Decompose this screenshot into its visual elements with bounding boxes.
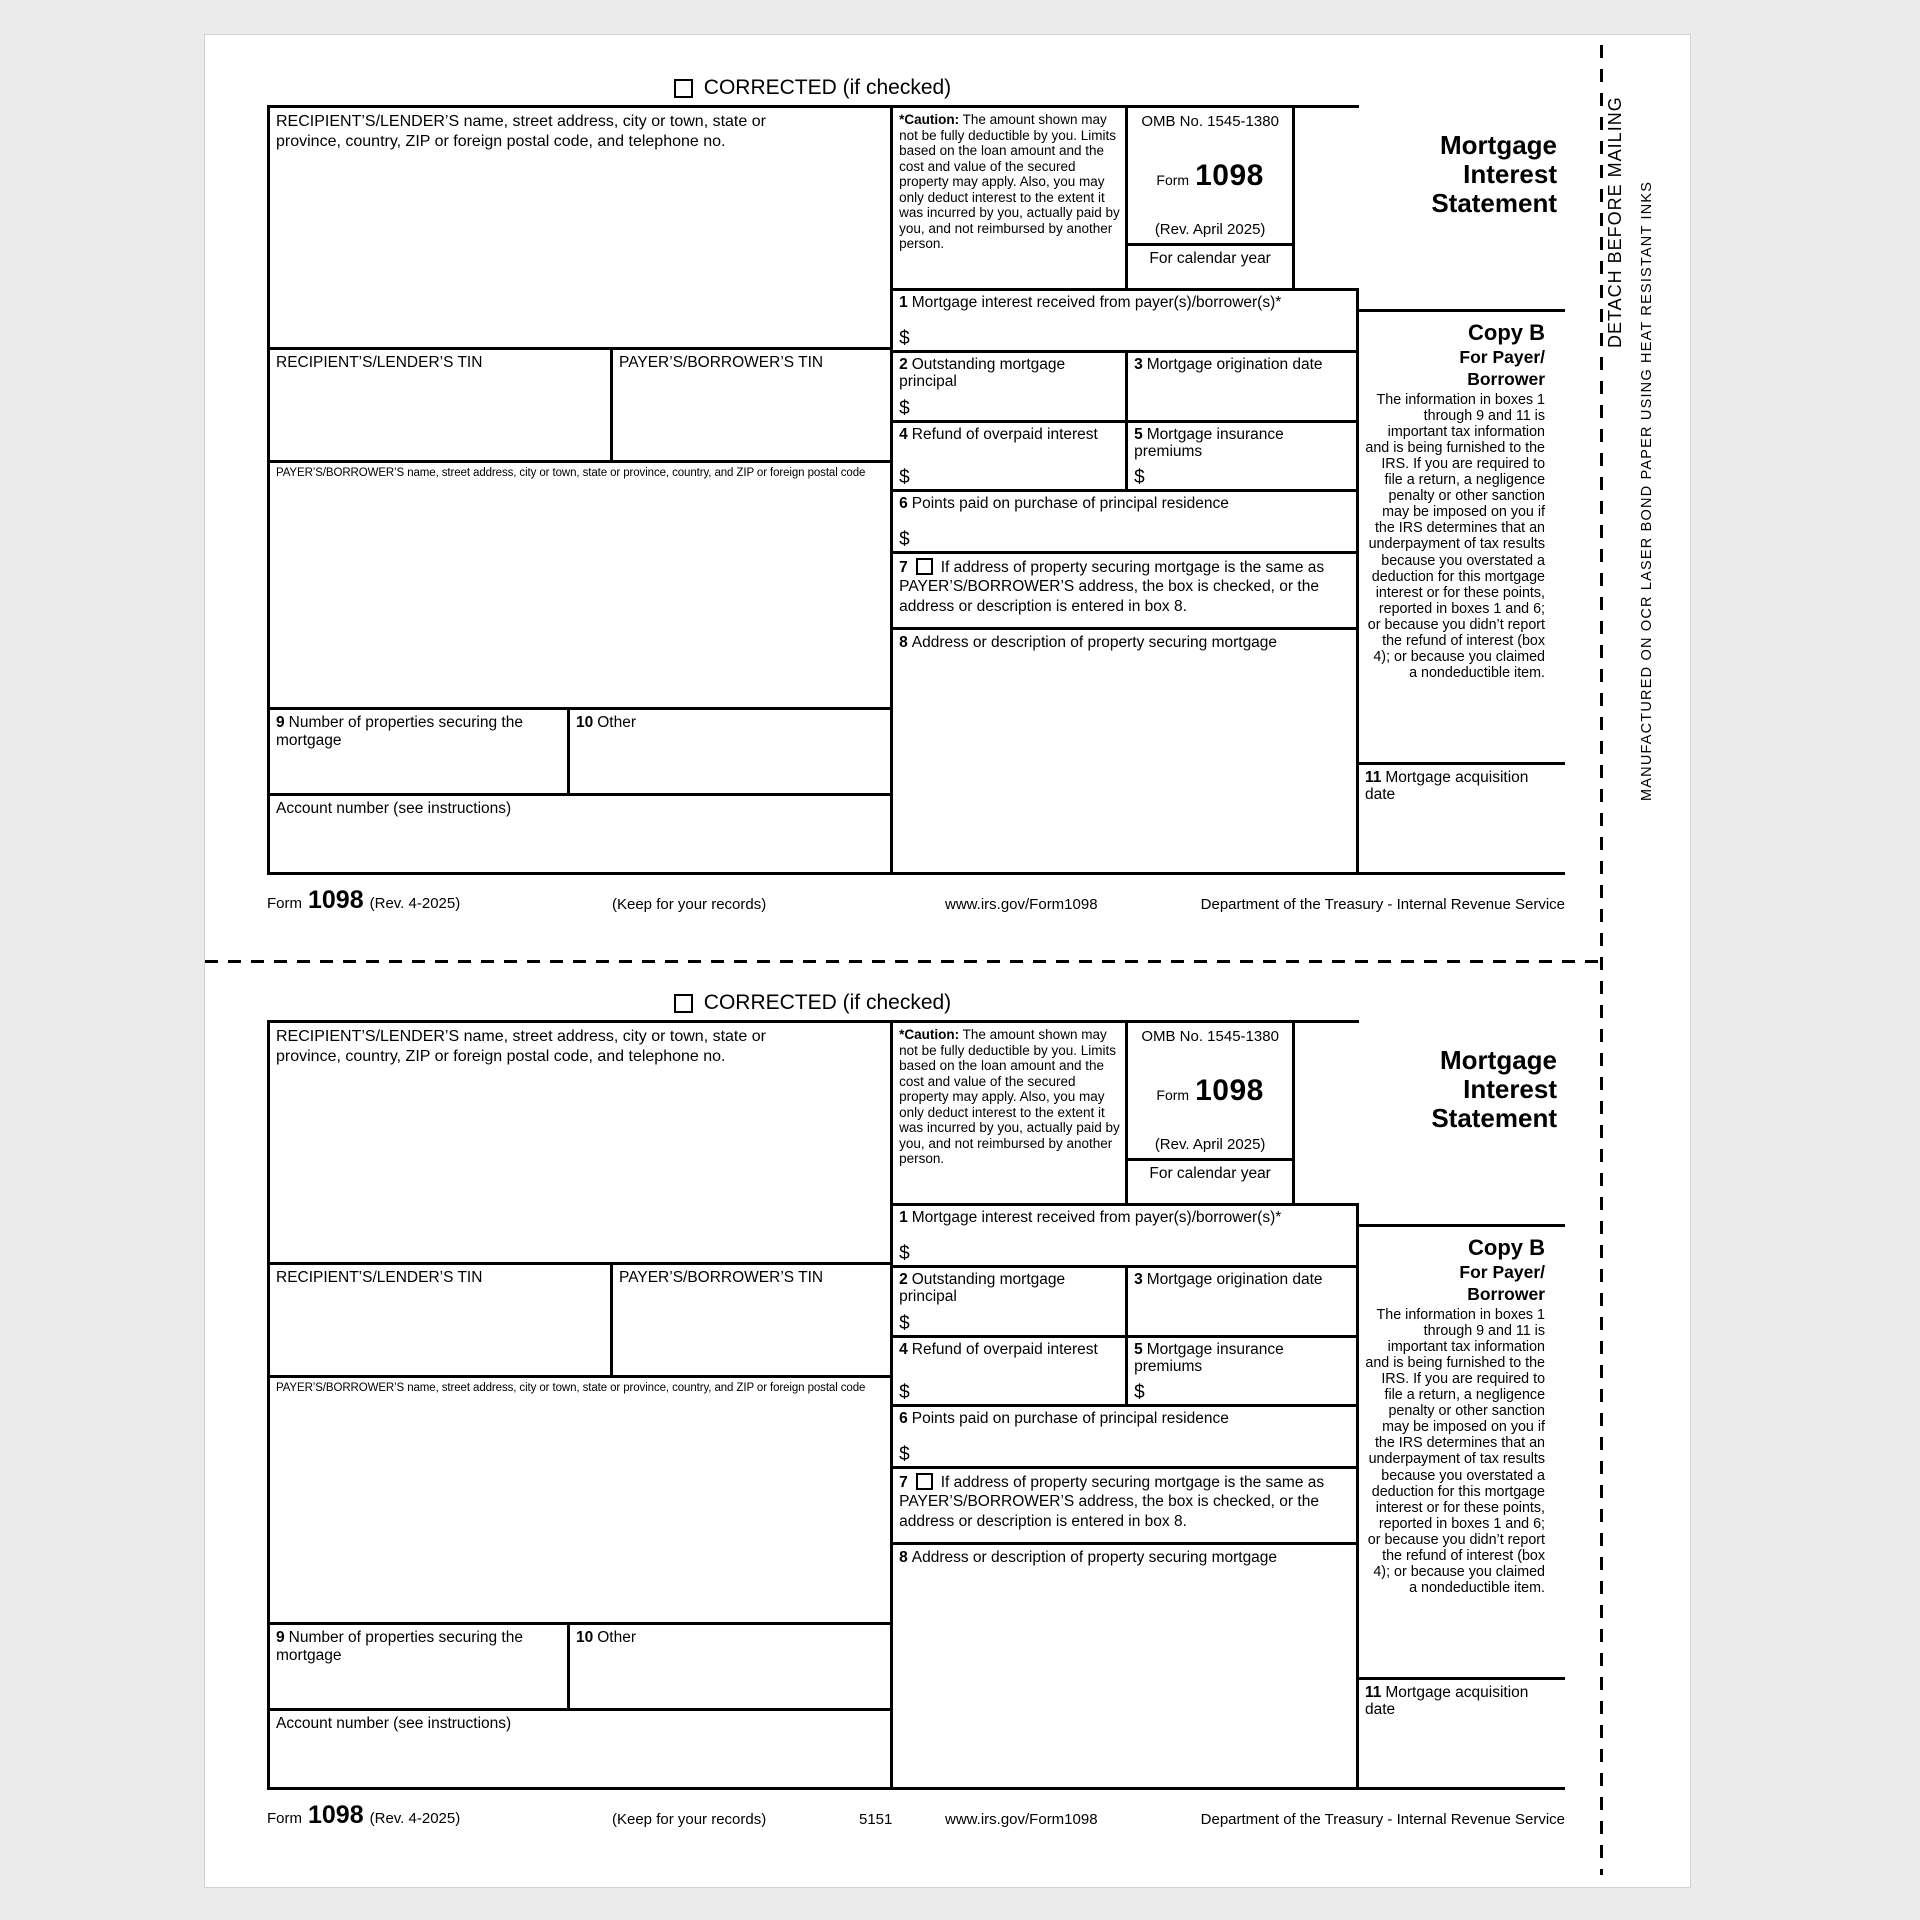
form-word: Form <box>1156 1086 1190 1103</box>
footer-revision: (Rev. 4-2025) <box>369 1810 461 1827</box>
box7-label: If address of property securing mortgage is the same as PAYER’S/BORROWER’S address, the box is checked, or the address or description is entered in box 8. <box>899 558 1325 615</box>
footer-form-signature <box>267 886 460 915</box>
tin-row <box>270 1265 890 1378</box>
box6-points-paid-field[interactable] <box>893 489 1359 551</box>
box3-origination-date-field[interactable] <box>1128 353 1356 420</box>
copy-b-zone <box>1359 1224 1565 1676</box>
footer-department: Department of the Treasury - Internal Revenue Service <box>1200 1811 1565 1828</box>
right-column <box>1359 1020 1565 1790</box>
recipient-lender-name-field[interactable] <box>270 1020 890 1265</box>
right-column <box>1359 105 1565 875</box>
copy-b-for-line2: Borrower <box>1467 1284 1546 1304</box>
payer-borrower-name-label: PAYER’S/BORROWER’S name, street address, city or town, state or province, country, and ZIP or foreign postal code <box>276 467 866 480</box>
copy-b-title: Copy B <box>1468 1235 1546 1261</box>
calendar-year-label: For calendar year <box>1149 1165 1271 1182</box>
box5-label: 5 Mortgage insurance premiums <box>1134 1341 1284 1376</box>
box9-label: 9 Number of properties securing the mortgage <box>276 1629 523 1664</box>
footer-irs-url[interactable]: www.irs.gov/Form1098 <box>945 896 1098 913</box>
form-number-line <box>1156 159 1263 193</box>
corrected-header <box>267 990 1358 1016</box>
page <box>205 35 1690 1887</box>
dollar-sign: $ <box>899 398 910 420</box>
form-title-zone <box>1359 105 1565 309</box>
footer-form-number: 1098 <box>308 886 364 914</box>
box10-label: 10 Other <box>576 1629 637 1647</box>
box4-label: 4 Refund of overpaid interest <box>899 426 1098 444</box>
footer-form-number: 1098 <box>308 1801 364 1829</box>
caution-body: The amount shown may not be fully deductible by you. Limits based on the loan amount and the cost and value of the secured property may apply. Also, you may only deduct interest to the extent it was incurred by you, actually paid by you, and not reimbursed by another person. <box>899 1027 1120 1166</box>
form-1098-copy-b <box>267 991 1565 1829</box>
box4-box5-row <box>893 1335 1359 1404</box>
corrected-label: CORRECTED (if checked) <box>703 76 952 99</box>
corrected-label: CORRECTED (if checked) <box>703 991 952 1014</box>
form-word: Form <box>1156 171 1190 188</box>
form-grid <box>267 105 1565 875</box>
footer-form-word: Form <box>267 895 302 912</box>
box4-label: 4 Refund of overpaid interest <box>899 1341 1098 1359</box>
corrected-checkbox[interactable] <box>674 79 693 98</box>
corrected-checkbox[interactable] <box>674 994 693 1013</box>
box6-label: 6 Points paid on purchase of principal residence <box>899 1409 1229 1427</box>
box1-label: 1 Mortgage interest received from payer(s)/borrower(s)* <box>899 294 1282 312</box>
form-title-zone <box>1359 1020 1565 1224</box>
box8-label: 8 Address or description of property securing mortgage <box>899 634 1278 652</box>
box11-acquisition-date-field[interactable] <box>1359 1677 1565 1790</box>
copy-b-zone <box>1359 309 1565 761</box>
caution-omb-row <box>893 105 1359 288</box>
caution-lead: *Caution: <box>899 1027 960 1042</box>
form-number: 1098 <box>1195 158 1264 192</box>
recipient-lender-tin-label: RECIPIENT’S/LENDER’S TIN <box>276 1269 483 1287</box>
payer-borrower-tin-field[interactable] <box>613 1265 890 1375</box>
dollar-sign: $ <box>899 528 910 550</box>
box2-outstanding-principal-field[interactable] <box>893 1268 1128 1335</box>
caution-omb-row <box>893 1020 1359 1203</box>
box7-same-address-row <box>893 551 1359 628</box>
tin-row <box>270 350 890 463</box>
box4-box5-row <box>893 420 1359 489</box>
box2-label: 2 Outstanding mortgage principal <box>899 355 1066 391</box>
box7-same-address-row <box>893 1466 1359 1543</box>
footer-irs-url[interactable]: www.irs.gov/Form1098 <box>945 1811 1098 1828</box>
caution-note <box>893 108 1128 288</box>
box3-label: 3 Mortgage origination date <box>1134 355 1323 373</box>
box10-label: 10 Other <box>576 714 637 732</box>
copy-b-notice: The information in boxes 1 through 9 and 11 is important tax information and is being furnished to the IRS. If you are required to file a return, a negligence penalty or other sanction may be imposed on you if the IRS determines that an underpayment of tax results because you overstated a deduction for this mortgage interest or for these points, reported in boxes 1 and 6; or because you didn’t report the refund of interest (box 4); or because you claimed a nondeductible item. <box>1365 391 1546 682</box>
calendar-year-field[interactable] <box>1128 246 1292 288</box>
recipient-lender-tin-label: RECIPIENT’S/LENDER’S TIN <box>276 354 483 372</box>
left-column <box>267 1020 890 1790</box>
omb-box <box>1128 108 1292 246</box>
dollar-sign: $ <box>899 1242 910 1264</box>
box10-other-field[interactable] <box>570 1625 890 1707</box>
box3-label: 3 Mortgage origination date <box>1134 1270 1323 1288</box>
box7-checkbox[interactable] <box>916 558 933 575</box>
account-number-label: Account number (see instructions) <box>276 1714 512 1732</box>
box8-property-address-field[interactable] <box>893 1542 1359 1790</box>
form-title: Mortgage Interest Statement <box>1431 130 1558 219</box>
box11-acquisition-date-field[interactable] <box>1359 762 1565 875</box>
payer-borrower-name-field[interactable] <box>270 463 890 710</box>
middle-column <box>890 105 1359 875</box>
form-title: Mortgage Interest Statement <box>1431 1045 1558 1134</box>
payer-borrower-tin-label: PAYER’S/BORROWER’S TIN <box>619 1269 824 1287</box>
box2-outstanding-principal-field[interactable] <box>893 353 1128 420</box>
box7-checkbox[interactable] <box>916 1473 933 1490</box>
box5-label: 5 Mortgage insurance premiums <box>1134 426 1284 461</box>
detach-before-mailing-note: DETACH BEFORE MAILING <box>1605 96 1625 348</box>
box11-label: 11 Mortgage acquisition date <box>1364 768 1529 804</box>
form-footer <box>267 1802 1565 1830</box>
recipient-lender-name-field[interactable] <box>270 105 890 350</box>
caution-lead: *Caution: <box>899 112 960 127</box>
box1-mortgage-interest-field[interactable] <box>893 1203 1359 1264</box>
payer-borrower-tin-field[interactable] <box>613 350 890 460</box>
copy-b-for-line2: Borrower <box>1467 369 1546 389</box>
form-footer <box>267 887 1565 915</box>
box9-label: 9 Number of properties securing the mortgage <box>276 714 523 749</box>
corrected-header <box>267 75 1358 101</box>
form-grid <box>267 1020 1565 1790</box>
dollar-sign: $ <box>899 1313 910 1335</box>
omb-form-block <box>1128 1023 1295 1203</box>
form-revision: (Rev. April 2025) <box>1154 221 1266 238</box>
box3-origination-date-field[interactable] <box>1128 1268 1356 1335</box>
box1-label: 1 Mortgage interest received from payer(s)/borrower(s)* <box>899 1209 1282 1227</box>
footer-keep-note: (Keep for your records) <box>612 1811 767 1828</box>
box9-number-of-properties-field[interactable] <box>270 710 570 792</box>
footer-form-signature <box>267 1801 460 1830</box>
box4-refund-field[interactable] <box>893 1338 1128 1404</box>
footer-revision: (Rev. 4-2025) <box>369 895 461 912</box>
caution-note <box>893 1023 1128 1203</box>
footer-print-code: 5151 <box>859 1811 893 1828</box>
box2-box3-row <box>893 1265 1359 1335</box>
recipient-lender-name-label: RECIPIENT’S/LENDER’S name, street address, city or town, state or province, country, ZIP or foreign postal code, and telephone no. <box>276 1028 766 1065</box>
horizontal-perforation-line <box>205 960 1600 963</box>
form-revision: (Rev. April 2025) <box>1154 1136 1266 1153</box>
footer-department: Department of the Treasury - Internal Revenue Service <box>1200 896 1565 913</box>
dollar-sign: $ <box>1134 466 1145 488</box>
omb-box <box>1128 1023 1292 1161</box>
box4-refund-field[interactable] <box>893 423 1128 489</box>
box9-number-of-properties-field[interactable] <box>270 1625 570 1707</box>
omb-form-block <box>1128 108 1295 288</box>
form-1098-copy-b <box>267 76 1565 914</box>
box5-insurance-premiums-field[interactable] <box>1128 1338 1356 1404</box>
box11-label: 11 Mortgage acquisition date <box>1364 1683 1529 1719</box>
box5-insurance-premiums-field[interactable] <box>1128 423 1356 489</box>
account-number-field[interactable] <box>270 1711 890 1790</box>
footer-form-word: Form <box>267 1810 302 1827</box>
box2-box3-row <box>893 350 1359 420</box>
account-number-field[interactable] <box>270 796 890 875</box>
box8-label: 8 Address or description of property securing mortgage <box>899 1549 1278 1567</box>
form-number: 1098 <box>1195 1073 1264 1107</box>
dollar-sign: $ <box>899 1381 910 1403</box>
copy-b-for-line1: For Payer/ <box>1459 1262 1546 1283</box>
box2-label: 2 Outstanding mortgage principal <box>899 1270 1066 1306</box>
box1-mortgage-interest-field[interactable] <box>893 288 1359 349</box>
vertical-perforation-line <box>1600 45 1603 1875</box>
footer-keep-note: (Keep for your records) <box>612 896 767 913</box>
left-column <box>267 105 890 875</box>
box7-number: 7 <box>899 1473 908 1491</box>
copy-b-for-line1: For Payer/ <box>1459 347 1546 368</box>
payer-borrower-name-label: PAYER’S/BORROWER’S name, street address, city or town, state or province, country, and ZIP or foreign postal code <box>276 1382 866 1395</box>
copy-b-notice: The information in boxes 1 through 9 and 11 is important tax information and is being furnished to the IRS. If you are required to file a return, a negligence penalty or other sanction may be imposed on you if the IRS determines that an underpayment of tax results because you overstated a deduction for this mortgage interest or for these points, reported in boxes 1 and 6; or because you didn’t report the refund of interest (box 4); or because you claimed a nondeductible item. <box>1365 1306 1546 1597</box>
box9-box10-row <box>270 1625 890 1710</box>
copy-b-title: Copy B <box>1468 320 1546 346</box>
ocr-paper-note: MANUFACTURED ON OCR LASER BOND PAPER USING HEAT RESISTANT INKS <box>1639 180 1655 801</box>
calendar-year-field[interactable] <box>1128 1161 1292 1203</box>
dollar-sign: $ <box>899 1443 910 1465</box>
box9-box10-row <box>270 710 890 795</box>
box7-label: If address of property securing mortgage is the same as PAYER’S/BORROWER’S address, the box is checked, or the address or description is entered in box 8. <box>899 1473 1325 1530</box>
box6-label: 6 Points paid on purchase of principal residence <box>899 494 1229 512</box>
middle-column <box>890 1020 1359 1790</box>
omb-number: OMB No. 1545-1380 <box>1141 1028 1279 1045</box>
recipient-lender-tin-field[interactable] <box>270 1265 613 1375</box>
recipient-lender-name-label: RECIPIENT’S/LENDER’S name, street address, city or town, state or province, country, ZIP or foreign postal code, and telephone no. <box>276 113 766 150</box>
dollar-sign: $ <box>899 466 910 488</box>
box8-property-address-field[interactable] <box>893 627 1359 875</box>
account-number-label: Account number (see instructions) <box>276 799 512 817</box>
calendar-year-label: For calendar year <box>1149 250 1271 267</box>
box6-points-paid-field[interactable] <box>893 1404 1359 1466</box>
box7-number: 7 <box>899 558 908 576</box>
recipient-lender-tin-field[interactable] <box>270 350 613 460</box>
form-number-line <box>1156 1074 1263 1108</box>
box10-other-field[interactable] <box>570 710 890 792</box>
payer-borrower-name-field[interactable] <box>270 1378 890 1625</box>
dollar-sign: $ <box>899 327 910 349</box>
omb-number: OMB No. 1545-1380 <box>1141 113 1279 130</box>
payer-borrower-tin-label: PAYER’S/BORROWER’S TIN <box>619 354 824 372</box>
caution-body: The amount shown may not be fully deductible by you. Limits based on the loan amount and the cost and value of the secured property may apply. Also, you may only deduct interest to the extent it was incurred by you, actually paid by you, and not reimbursed by another person. <box>899 112 1120 251</box>
dollar-sign: $ <box>1134 1381 1145 1403</box>
